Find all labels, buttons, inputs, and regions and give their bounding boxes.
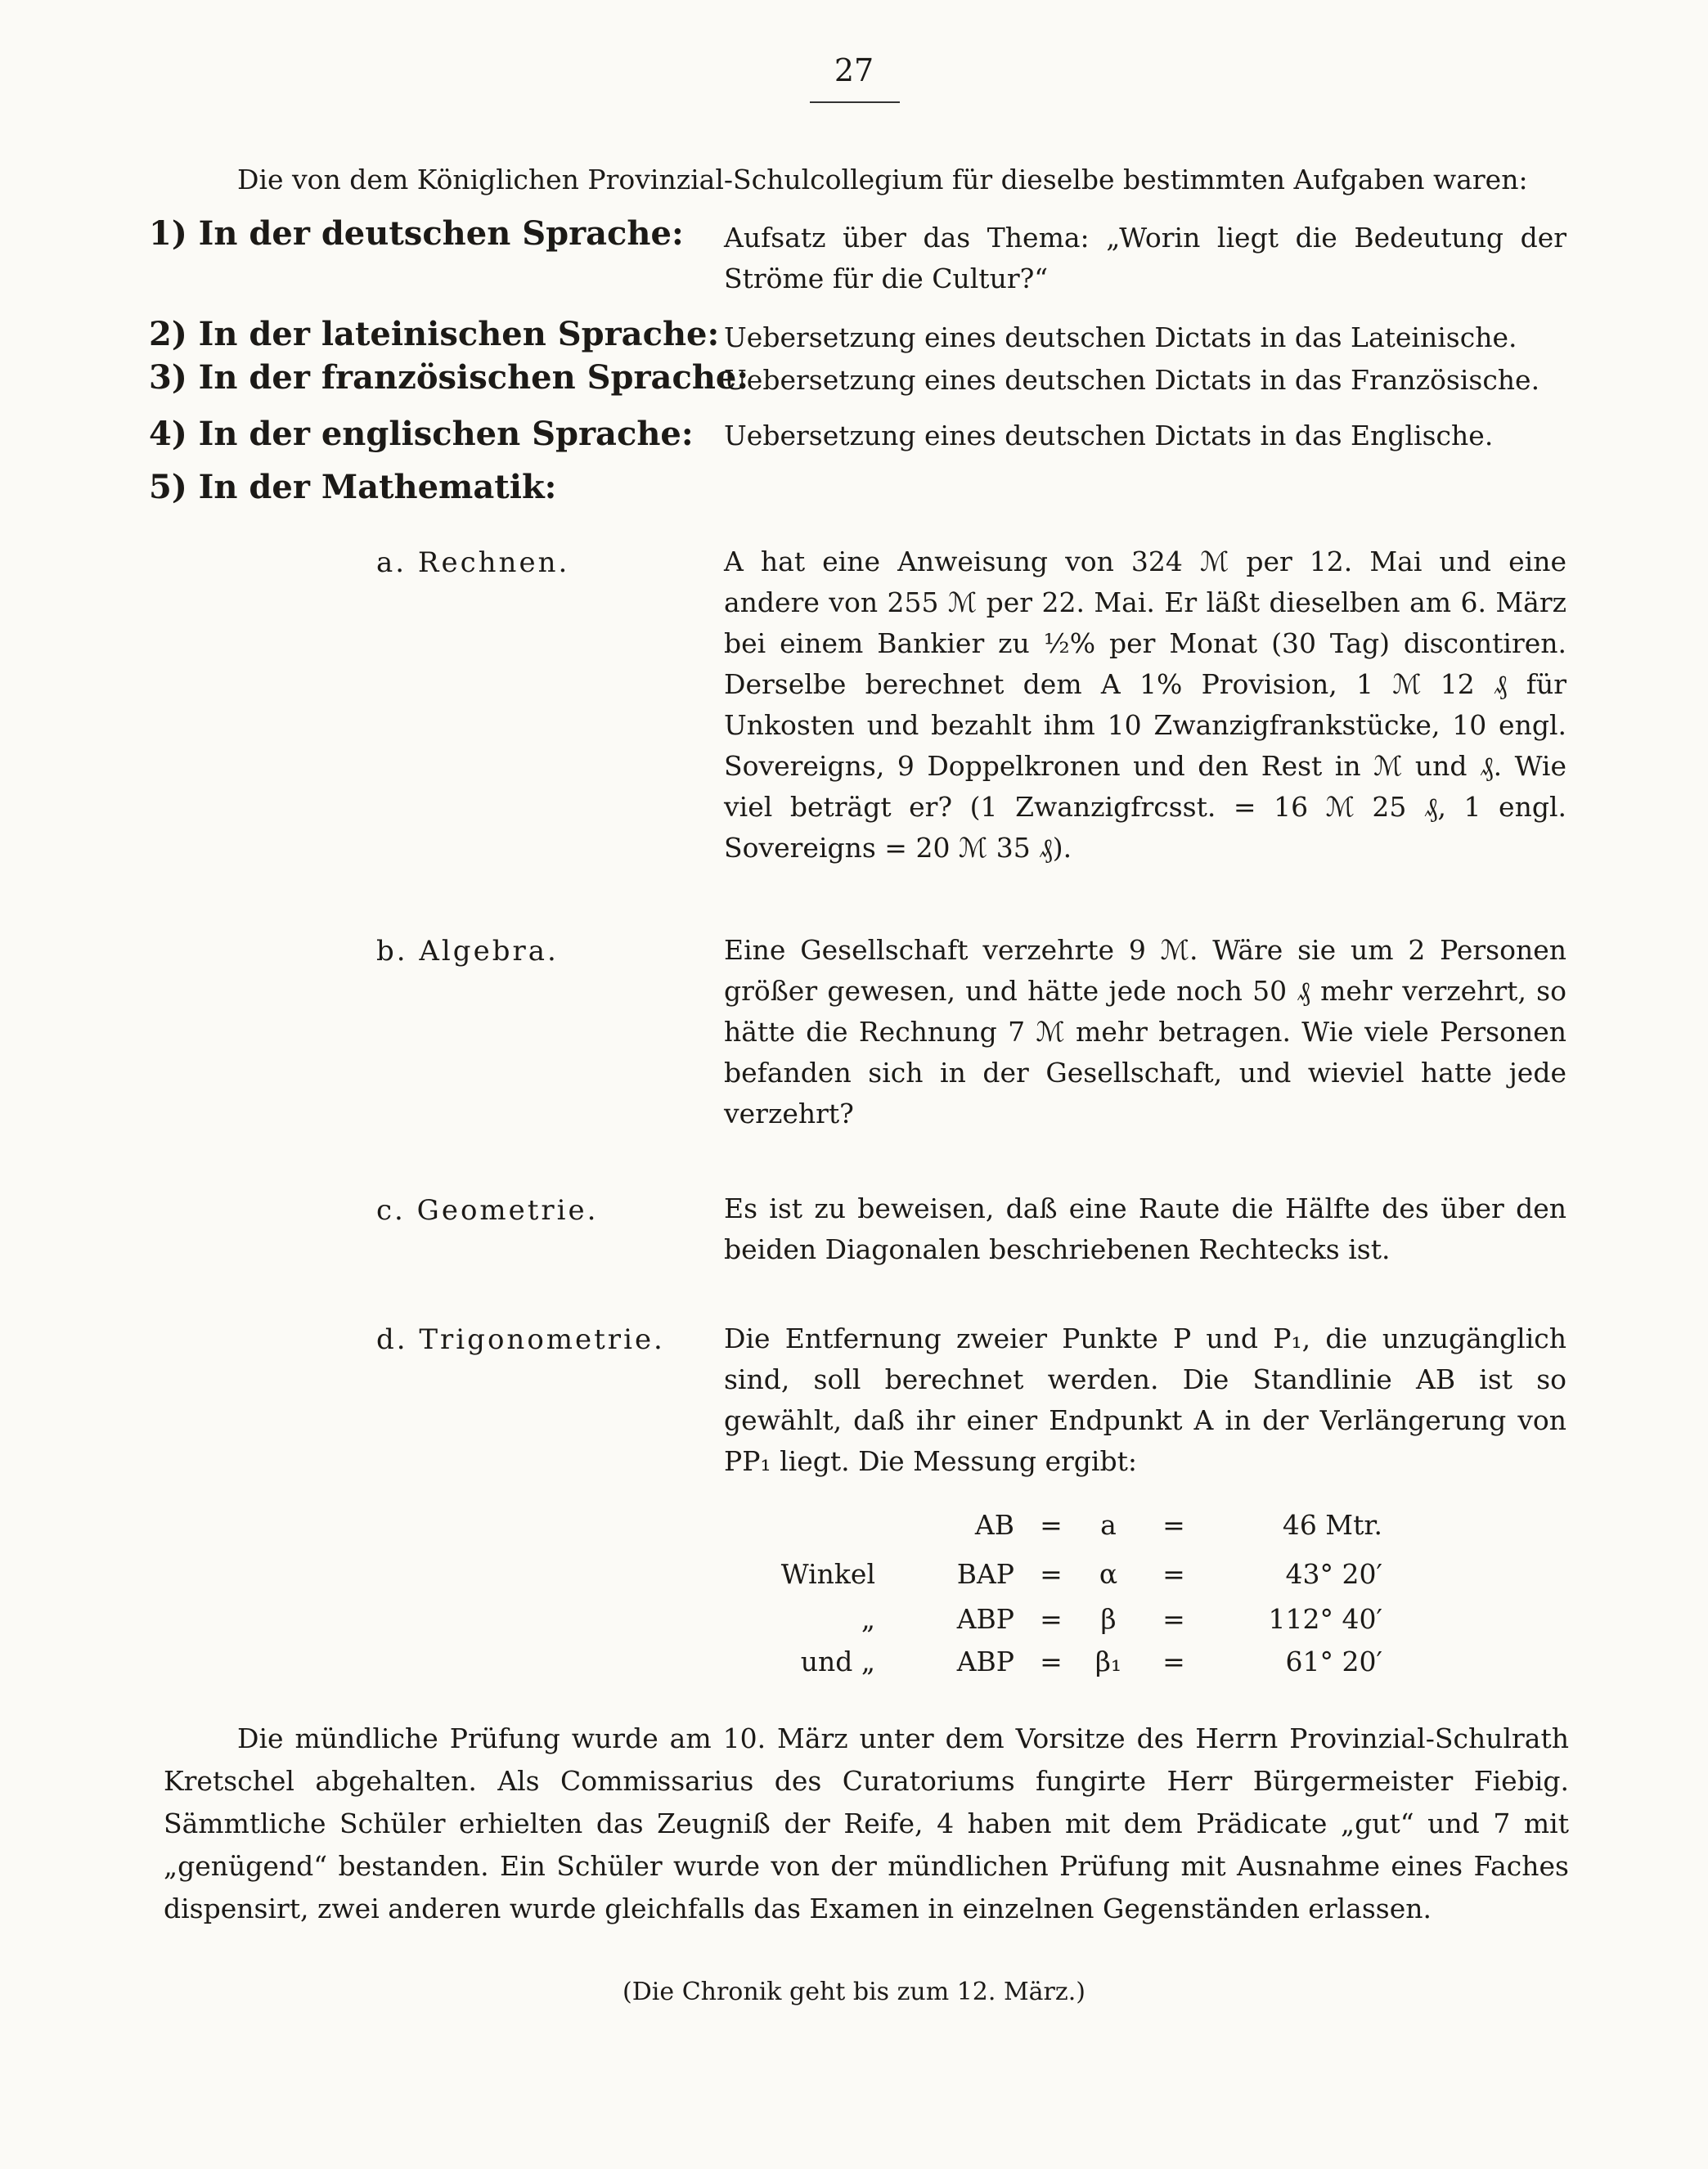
subject-german-label: 1) In der deutschen Sprache: xyxy=(149,214,684,253)
math-geometry-label: c. Geometrie. xyxy=(376,1194,599,1227)
subject-german-task: Aufsatz über das Thema: „Worin liegt die Bedeutung der Ströme für die Cultur?“ xyxy=(724,222,1566,294)
subject-english-task: Uebersetzung eines deutschen Dictats in das Englische. xyxy=(724,420,1494,451)
subject-english-label: 4) In der englischen Sprache: xyxy=(149,415,694,453)
math-trigonometry-label: d. Trigonometrie. xyxy=(376,1323,665,1356)
chronik-note: (Die Chronik geht bis zum 12. März.) xyxy=(623,1978,1085,2006)
math-trigonometry-task: Die Entfernung zweier Punkte P und P₁, die unzugänglich sind, soll berechnet werden. Die Standlinie AB ist so gewählt, daß ihr einer Endpunkt A in der Verlängerung von PP₁ liegt. Die Messung ergibt: xyxy=(724,1323,1566,1477)
intro-line: Die von dem Königlichen Provinzial-Schulcollegium für dieselbe bestimmten Aufgaben waren: xyxy=(237,164,1528,195)
page-number: 27 xyxy=(834,52,874,88)
math-arithmetic-task: A hat eine Anweisung von 324 ℳ per 12. Mai und eine andere von 255 ℳ per 22. Mai. Er läßt dieselben am 6. März bei einem Bankier zu ½% per Monat (30 Tag) discontiren. Derselbe berechnet dem A 1% Provision, 1 ℳ 12 ₰ für Unkosten und bezahlt ihm 10 Zwanzigfrankstücke, 10 engl. Sovereigns, 9 Doppelkronen und den Rest in ℳ und ₰. Wie viel beträgt er? (1 Zwanzigfrcsst. = 16 ℳ 25 ₰, 1 engl. Sovereigns = 20 ℳ 35 ₰). xyxy=(724,546,1566,864)
math-geometry-task: Es ist zu beweisen, daß eine Raute die Hälfte des über den beiden Diagonalen beschriebenen Rechtecks ist. xyxy=(724,1192,1566,1265)
math-algebra-label: b. Algebra. xyxy=(376,935,559,968)
subject-french-task: Uebersetzung eines deutschen Dictats in das Französische. xyxy=(724,364,1540,396)
subject-latin-label: 2) In der lateinischen Sprache: xyxy=(149,315,720,353)
oral-exam-paragraph: Die mündliche Prüfung wurde am 10. März unter dem Vorsitze des Herrn Provinzial-Schulrath Kretschel abgehalten. Als Commissarius des Curatoriums fungirte Herr Bürgermeister Fiebig. Sämmtliche Schüler erhielten das Zeugniß der Reife, 4 haben mit dem Prädicate „gut“ und 7 mit „genügend“ bestanden. Ein Schüler wurde von der mündlichen Prüfung mit Ausnahme eines Faches dispensirt, zwei anderen wurde gleichfalls das Examen in einzelnen Gegenständen erlassen. xyxy=(164,1722,1569,1924)
subject-latin-task: Uebersetzung eines deutschen Dictats in das Lateinische. xyxy=(724,321,1517,353)
page-number-rule xyxy=(810,101,900,103)
math-arithmetic-label: a. Rechnen. xyxy=(376,546,570,579)
subject-math-label: 5) In der Mathematik: xyxy=(149,468,557,506)
document-page: 27 Die von dem Königlichen Provinzial-Schulcollegium für dieselbe bestimmten Aufgaben waren: 1) In der deutschen Sprache: Aufsatz über das Thema: „Worin liegt die Bedeutung der Ströme für die Cultur?“ 2) In der lateinischen Sprache: Uebersetzung eines deutschen Dictats in das Lateinische. 3) In der französischen Sprache: Uebersetzung eines deutschen Dictats in das Französische. 4) In der englischen Sprache: Uebersetzung eines deutschen Dictats in das Englische. 5) In der Mathematik: a. Rechnen. A hat eine Anweisung von 324 ℳ per 12. Mai und eine andere von 255 ℳ per 22. Mai. Er läßt dieselben am 6. März bei einem Bankier zu ½% per Monat (30 Tag) discontiren. Derselbe berechnet dem A 1% Provision, 1 ℳ 12 ₰ für Unkosten und bezahlt ihm 10 Zwanzigfrankstücke, 10 engl. Sovereigns, 9 Doppelkronen und den Rest in ℳ und ₰. Wie viel beträgt er? (1 Zwanzigfrcsst. = 16 ℳ 25 ₰, 1 engl. Sovereigns = 20 ℳ 35 ₰). b. Algebra. Eine Gesellschaft verzehrte 9 ℳ. Wäre sie um 2 Personen größer gewesen, und hätte jede noch 50 ₰ mehr verzehrt, so hätte die Rechnung 7 ℳ mehr betragen. Wie viele Personen befanden sich in der Gesellschaft, und wieviel hatte jede verzehrt? c. Geometrie. Es ist zu beweisen, daß eine Raute die Hälfte des über den beiden Diagonalen beschriebenen Rechtecks ist. d. Trigonometrie. Die Entfernung zweier Punkte P und P₁, die unzugänglich sind, soll berechnet werden. Die Standlinie AB ist so gewählt, daß ihr einer Endpunkt A in der Verlängerung von PP₁ liegt. Die Messung ergibt: AB = a = 46 Mtr. Winkel BAP = α = 43° 20′ „ ABP = β = 112° 40′ und „ ABP = β₁ = 61° 20′ Die mündliche Prüfung wurde am 10. März unter dem Vorsitze des Herrn Provinzial-Schulrath Kretschel abgehalten. Als Commissarius des Curatoriums fungirte Herr Bürgermeister Fiebig. Sämmtliche Schüler erhielten das Zeugniß der Reife, 4 haben mit dem Prädicate „gut“ und 7 mit „genügend“ bestanden. Ein Schüler wurde von der mündlichen Prüfung mit Ausnahme eines Faches dispensirt, zwei anderen wurde gleichfalls das Examen in einzelnen Gegenständen erlassen. (Die Chronik geht bis zum 12. März.) xyxy=(0,0,1708,2169)
subject-french-label: 3) In der französischen Sprache: xyxy=(149,358,749,397)
math-algebra-task: Eine Gesellschaft verzehrte 9 ℳ. Wäre sie um 2 Personen größer gewesen, und hätte jede noch 50 ₰ mehr verzehrt, so hätte die Rechnung 7 ℳ mehr betragen. Wie viele Personen befanden sich in der Gesellschaft, und wieviel hatte jede verzehrt? xyxy=(724,934,1566,1129)
